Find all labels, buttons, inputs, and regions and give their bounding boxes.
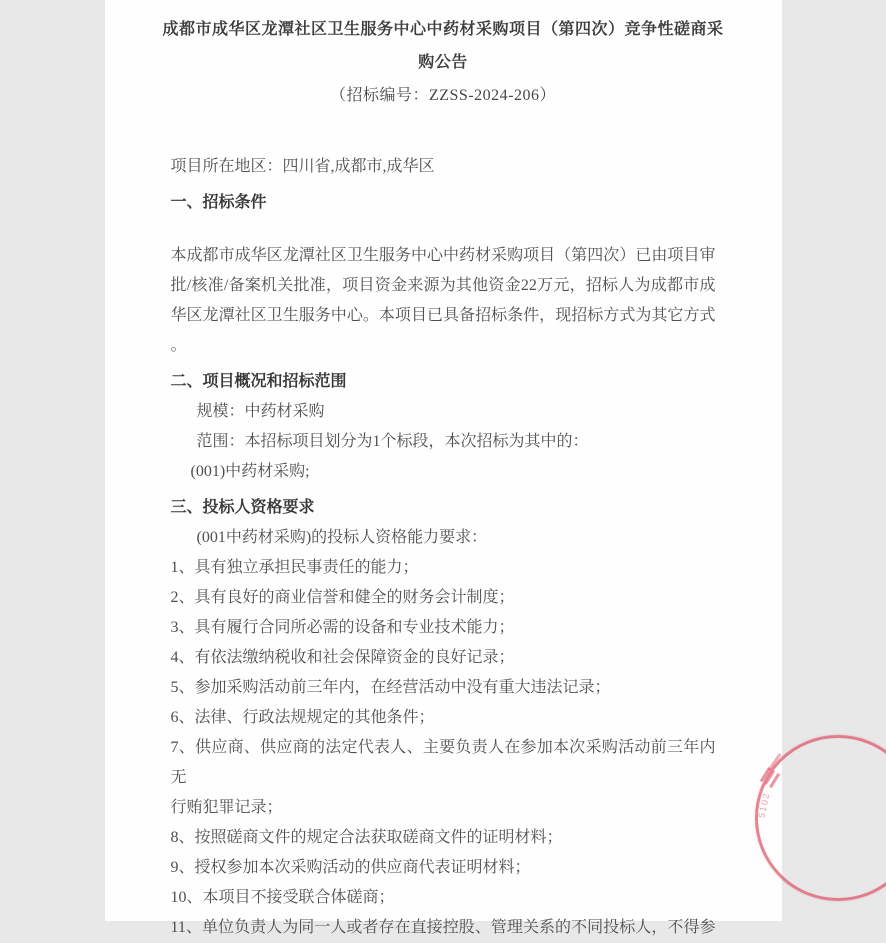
document-title (105, 0, 782, 79)
text-line: 范围：本招标项目划分为1个标段，本次招标为其中的： (171, 427, 716, 457)
text-line: 5、参加采购活动前三年内，在经营活动中没有重大违法记录； (171, 673, 716, 703)
text-line: 4、有依法缴纳税收和社会保障资金的良好记录； (171, 643, 716, 673)
text-line: (001)中药材采购; (171, 457, 716, 487)
text-line: 9、授权参加本次采购活动的供应商代表证明材料； (171, 853, 716, 883)
text-line: 本成都市成华区龙潭社区卫生服务中心中药材采购项目（第四次）已由项目审 (171, 241, 716, 271)
text-line: 。 (171, 331, 716, 361)
text-line: 1、具有独立承担民事责任的能力； (171, 553, 716, 583)
text-line: 华区龙潭社区卫生服务中心。本项目已具备招标条件，现招标方式为其它方式 (171, 301, 716, 331)
document-body (105, 152, 782, 943)
text-line: 行贿犯罪记录； (171, 793, 716, 823)
text-line: 10、本项目不接受联合体磋商； (171, 883, 716, 913)
text-line: 批/核准/备案机关批准，项目资金来源为其他资金22万元，招标人为成都市成 (171, 271, 716, 301)
text-line: 3、具有履行合同所必需的设备和专业技术能力； (171, 613, 716, 643)
seal-digits-text: 5102 (756, 791, 771, 819)
text-line: (001中药材采购)的投标人资格能力要求： (171, 523, 716, 553)
document-page (105, 0, 782, 921)
text-line: 2、具有良好的商业信誉和健全的财务会计制度； (171, 583, 716, 613)
section-heading: 三、投标人资格要求 (171, 493, 716, 523)
text-line: 项目所在地区：四川省,成都市,成华区 (171, 152, 716, 182)
section-heading: 二、项目概况和招标范围 (171, 367, 716, 397)
text-line: 规模：中药材采购 (171, 397, 716, 427)
text-line: 8、按照磋商文件的规定合法获取磋商文件的证明材料； (171, 823, 716, 853)
text-line: 11、单位负责人为同一人或者存在直接控股、管理关系的不同投标人，不得参 (171, 913, 716, 943)
section-heading: 一、招标条件 (171, 188, 716, 218)
title-line-2: 购公告 (105, 46, 782, 79)
tender-number: （招标编号：ZZSS-2024-206） (105, 79, 782, 112)
text-line: 7、供应商、供应商的法定代表人、主要负责人在参加本次采购活动前三年内无 (171, 733, 716, 793)
text-line: 6、法律、行政法规规定的其他条件； (171, 703, 716, 733)
title-line-1: 成都市成华区龙潭社区卫生服务中心中药材采购项目（第四次）竞争性磋商采 (105, 13, 782, 46)
